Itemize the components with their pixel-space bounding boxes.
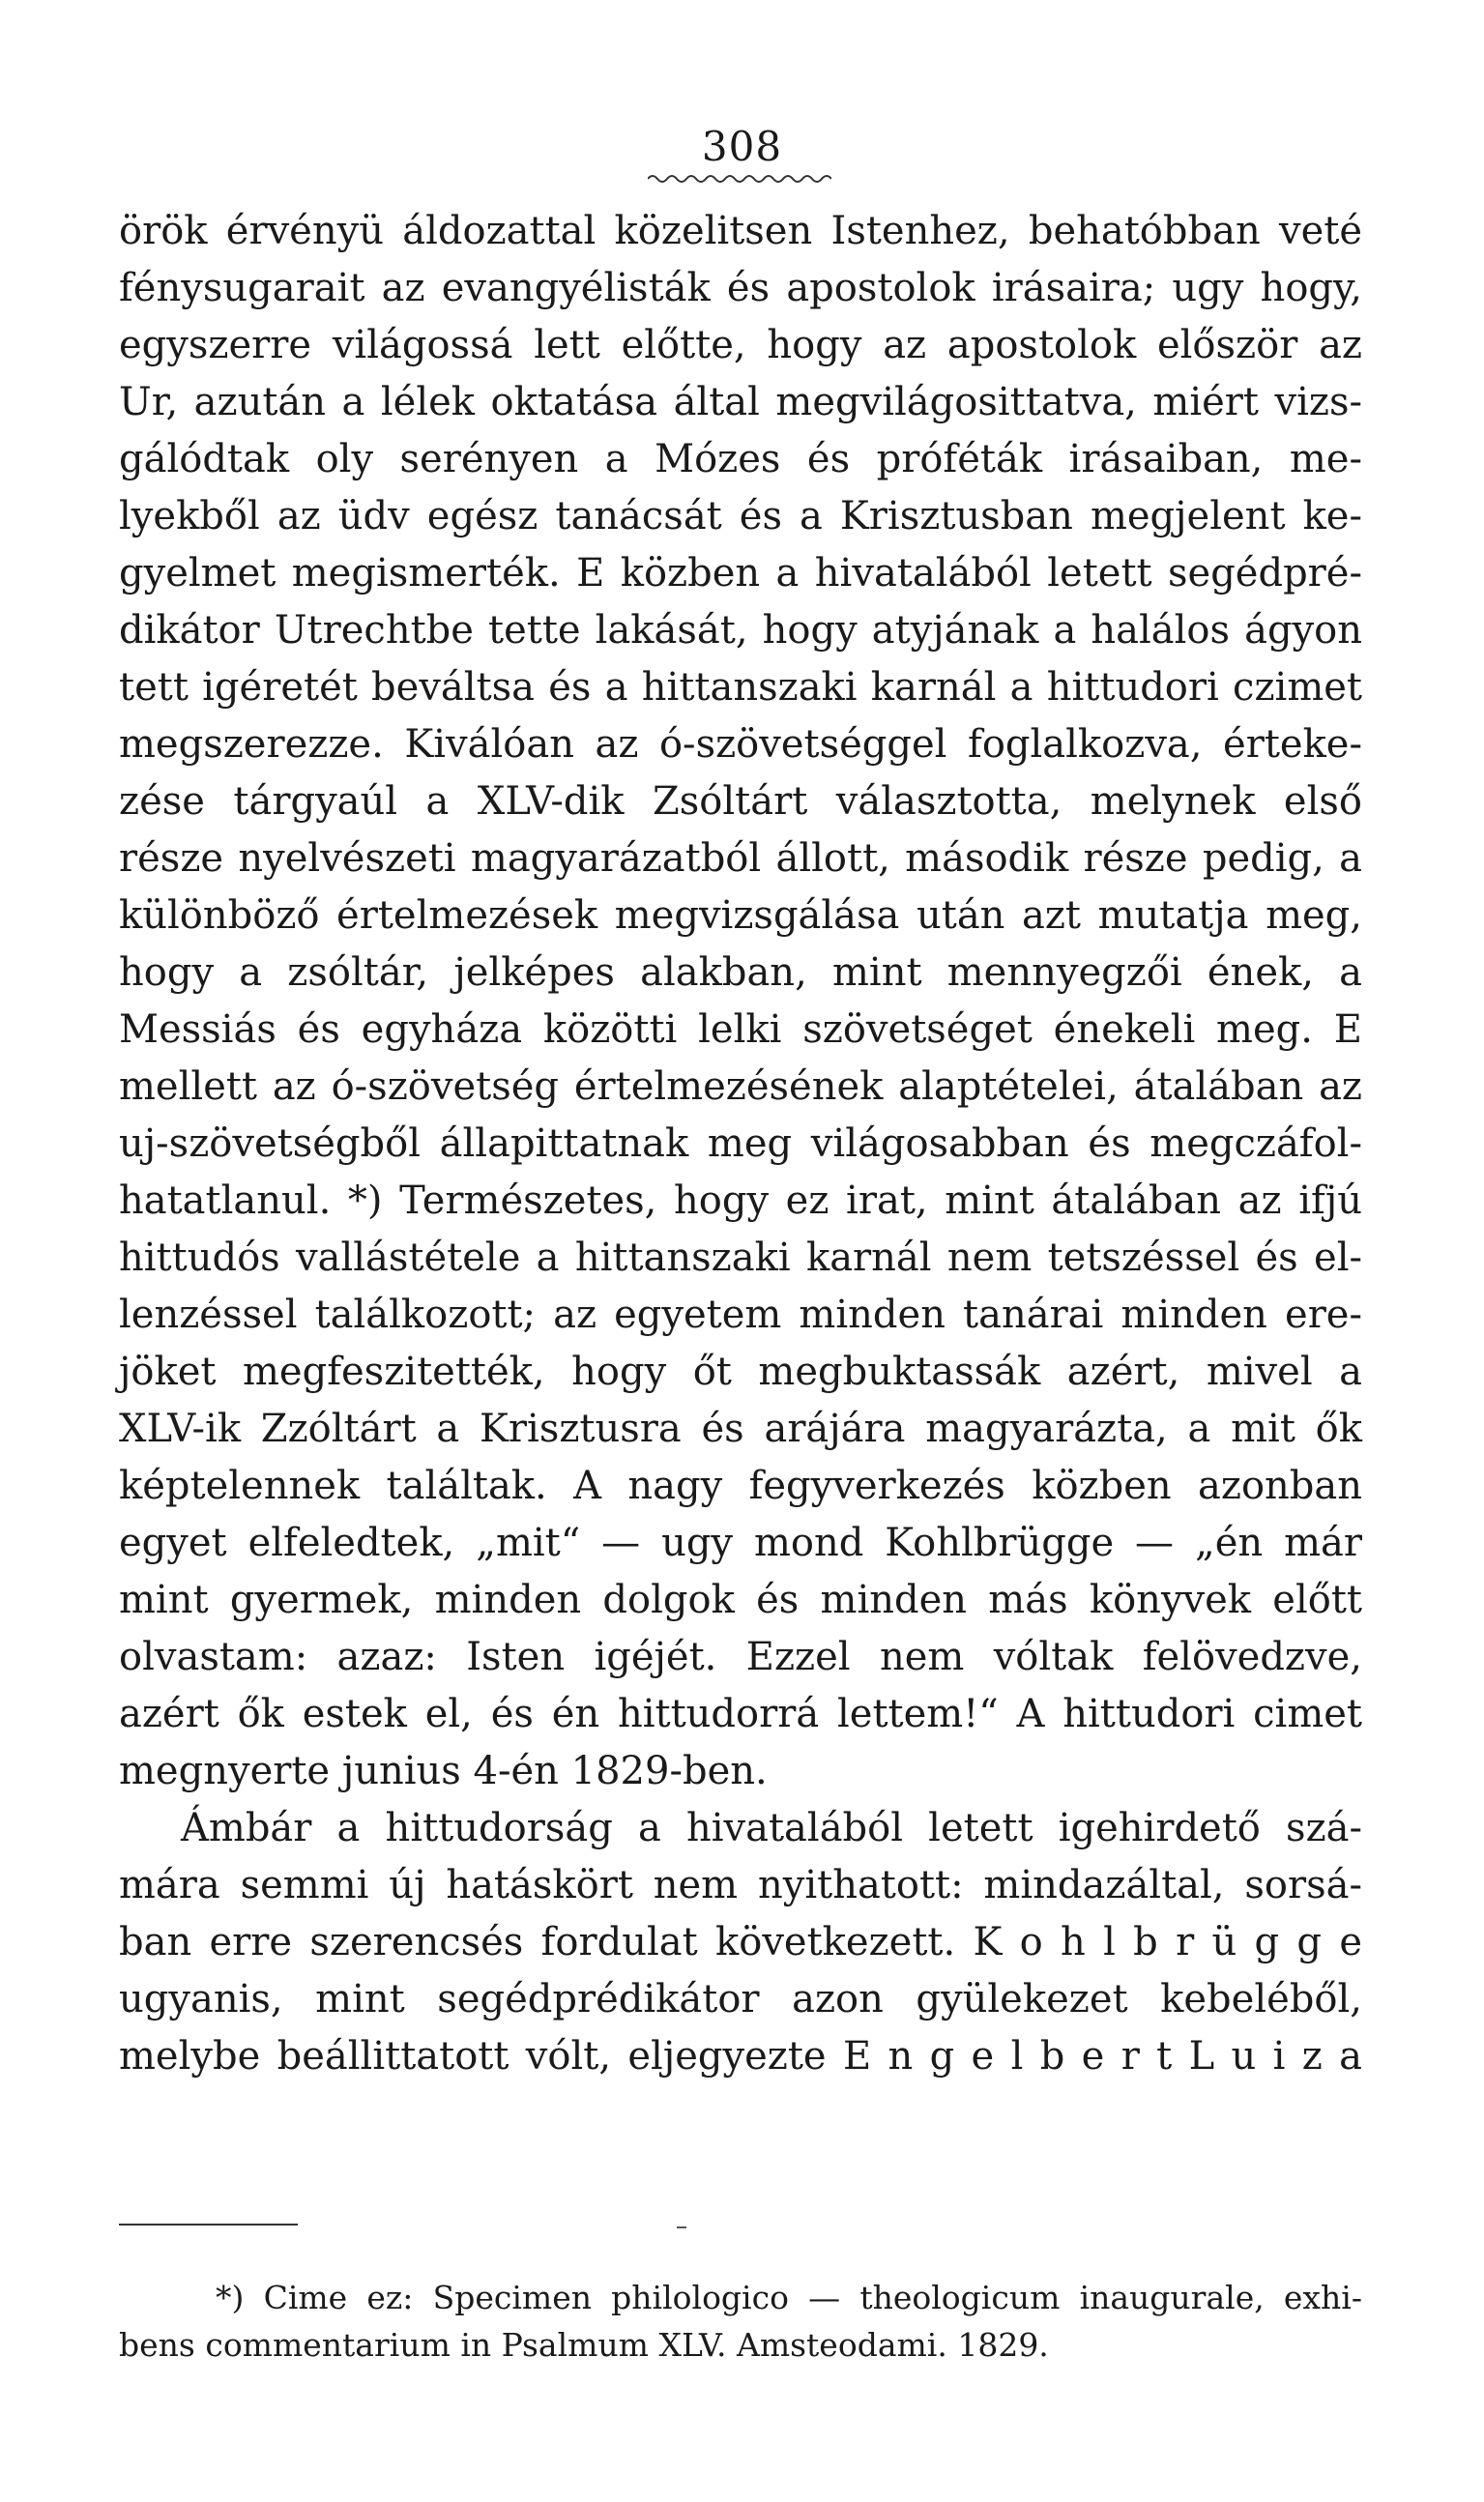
text-line: egyszerre világossá lett előtte, hogy az apostolok először az	[119, 323, 1362, 367]
footnote-line: *) Cime ez: Specimen philologico — theologicum inaugurale, exhi-	[216, 2279, 1362, 2316]
text-line: ban erre szerencsés fordulat következett. K o h l b r ü g g e	[119, 1920, 1362, 1964]
text-line: gyelmet megismerték. E közben a hivatalából letett segédpré-	[119, 551, 1362, 596]
paragraph-start-line: Ámbár a hittudorság a hivatalából letett igehirdető szá-	[181, 1806, 1362, 1850]
footnote-line: bens commentarium in Psalmum XLV. Amsteodami. 1829.	[119, 2326, 1049, 2364]
text-line: mint gyermek, minden dolgok és minden más könyvek előtt	[119, 1578, 1362, 1622]
text-line: megnyerte junius 4-én 1829-ben.	[119, 1749, 768, 1793]
text-line: része nyelvészeti magyarázatból állott, második része pedig, a	[119, 836, 1362, 881]
page-number: 308	[701, 123, 783, 170]
text-line: hogy a zsóltár, jelképes alakban, mint mennyegzői ének, a	[119, 950, 1362, 995]
text-line: különböző értelmezések megvizsgálása után azt mutatja meg,	[119, 893, 1362, 938]
text-line: mellett az ó-szövetség értelmezésének alaptételei, átalában az	[119, 1064, 1362, 1109]
footnote	[119, 2274, 1362, 2369]
text-line: megszerezze. Kiválóan az ó-szövetséggel foglalkozva, érteke-	[119, 722, 1362, 767]
text-line: jöket megfeszitették, hogy őt megbuktassák azért, mivel a	[119, 1350, 1362, 1394]
text-line: mára semmi új hatáskört nem nyithatott: mindazáltal, sorsá-	[119, 1863, 1362, 1907]
text-line: XLV-ik Zzóltárt a Krisztusra és arájára magyarázta, a mit ők	[119, 1407, 1362, 1451]
text-line: fénysugarait az evangyélisták és apostolok irásaira; ugy hogy,	[119, 266, 1362, 310]
footnote-separator	[119, 2224, 298, 2226]
text-line: melybe beállittatott vólt, eljegyezte E n g e l b e r t L u i z a	[119, 2034, 1362, 2079]
text-line: gálódtak oly serényen a Mózes és próféták irásaiban, me-	[119, 437, 1362, 481]
text-line: lenzéssel találkozott; az egyetem minden tanárai minden ere-	[119, 1293, 1362, 1337]
text-line: hittudós vallástétele a hittanszaki karnál nem tetszéssel és el-	[119, 1236, 1362, 1280]
text-line: ugyanis, mint segédprédikátor azon gyülekezet kebeléből,	[119, 1977, 1362, 2022]
text-line: Messiás és egyháza közötti lelki szövetséget énekeli meg. E	[119, 1007, 1362, 1052]
text-line: azért ők estek el, és én hittudorrá lettem!“ A hittudori cimet	[119, 1692, 1362, 1736]
text-line: uj-szövetségből állapittatnak meg világosabban és megczáfol-	[119, 1121, 1362, 1166]
wavy-underline-ornament	[648, 172, 831, 186]
text-line: hatatlanul. *) Természetes, hogy ez irat, mint átalában az ifjú	[119, 1178, 1362, 1223]
text-line: dikátor Utrechtbe tette lakását, hogy atyjának a halálos ágyon	[119, 608, 1362, 653]
text-line: zése tárgyaúl a XLV-dik Zsóltárt választotta, melynek első	[119, 779, 1362, 824]
text-line: Ur, azután a lélek oktatása által megvilágosittatva, miért vizs-	[119, 380, 1362, 424]
separator-mark	[677, 2226, 686, 2228]
text-line: lyekből az üdv egész tanácsát és a Krisztusban megjelent ke-	[119, 494, 1362, 538]
text-line: örök érvényü áldozattal közelitsen Istenhez, behatóbban veté	[119, 209, 1362, 253]
main-text	[119, 203, 1362, 2085]
text-line: egyet elfeledtek, „mit“ — ugy mond Kohlbrügge — „én már	[119, 1521, 1362, 1565]
text-line: olvastam: azaz: Isten igéjét. Ezzel nem vóltak felövedzve,	[119, 1635, 1362, 1679]
text-line: tett igéretét beváltsa és a hittanszaki karnál a hittudori czimet	[119, 665, 1362, 710]
text-line: képtelennek találtak. A nagy fegyverkezés közben azonban	[119, 1464, 1362, 1508]
